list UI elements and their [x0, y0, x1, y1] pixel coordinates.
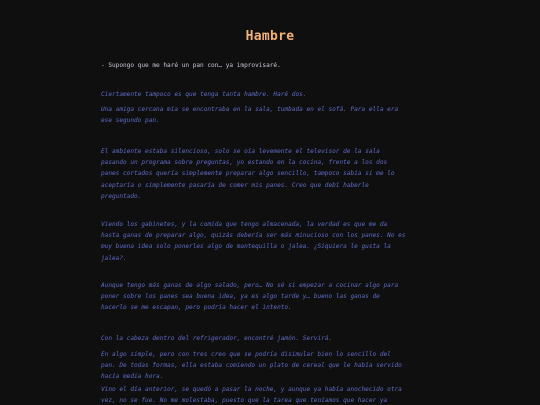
text-line: Una amiga cercana mía se encontraba en la sala, tumbada en el sofá. Para ella era [101, 106, 399, 113]
text-line: pasando un programa sobre preguntas, yo estando en la cocina, frente a los dos [101, 159, 388, 167]
dialogue-paragraph [101, 60, 281, 71]
text-line: - Supongo que me haré un pan con… ya improvisaré. [101, 62, 281, 69]
narration-paragraph [101, 384, 402, 405]
text-line: ese segundo pan. [101, 117, 160, 125]
text-line: poner sobre los panes sea buena idea, ya es algo tarde y… bueno las ganas de [101, 293, 380, 301]
narration-paragraph [101, 280, 398, 314]
text-line: Vino el día anterior, se quedó a pasar la noche, y aunque ya había anochecido otra [101, 386, 402, 393]
text-line: aceptaría o simplemente pasaría de comer mis panes. Creo que debí haberle [101, 181, 369, 189]
text-line: pan. De todas formas, ella estaba comiendo un plato de cereal que le había servido [101, 362, 402, 370]
narration-paragraph [101, 333, 332, 344]
narration-paragraph [101, 219, 406, 264]
text-line: El ambiente estaba silencioso, solo se oía levemente el televisor de la sala [101, 148, 380, 155]
text-line: muy buena idea solo ponerles algo de mantequilla o jalea. ¿Siquiera le gusta la [101, 243, 391, 251]
text-line: preguntado. [101, 192, 142, 200]
story-title: Hambre [245, 29, 295, 44]
text-line: Viendo los gabinetes, y la comida que tengo almacenada, la verdad es que me da [101, 221, 388, 228]
text-line: jalea?. [101, 254, 127, 262]
text-line: hacerlo se me escapan, pero podría hacer el intento. [101, 304, 292, 312]
text-line: En algo simple, pero con tres creo que se podría disimular bien lo sencillo del [101, 351, 391, 358]
text-line: Aunque tengo más ganas de algo salado, pero… No sé si empezar a cocinar algo para [101, 282, 399, 289]
narration-paragraph [101, 89, 306, 100]
text-line: Con la cabeza dentro del refrigerador, encontré jamón. Servirá. [101, 335, 333, 342]
text-line: hacía media hora. [101, 373, 164, 381]
narration-paragraph [101, 104, 398, 126]
text-line: hasta ganas de preparar algo, quizás debería ser más minucioso con los panes. No es [101, 232, 406, 240]
narration-paragraph [101, 146, 395, 202]
text-line: Ciertamente tampoco es que tenga tanta hambre. Haré dos. [101, 91, 307, 98]
text-line: vez, no se fue. No me molestaba, puesto que la tarea que teníamos que hacer ya [101, 397, 388, 405]
narration-paragraph [101, 349, 402, 383]
text-line: panes cortados quería simplemente preparar algo sencillo, tampoco sabía si me lo [101, 170, 395, 178]
